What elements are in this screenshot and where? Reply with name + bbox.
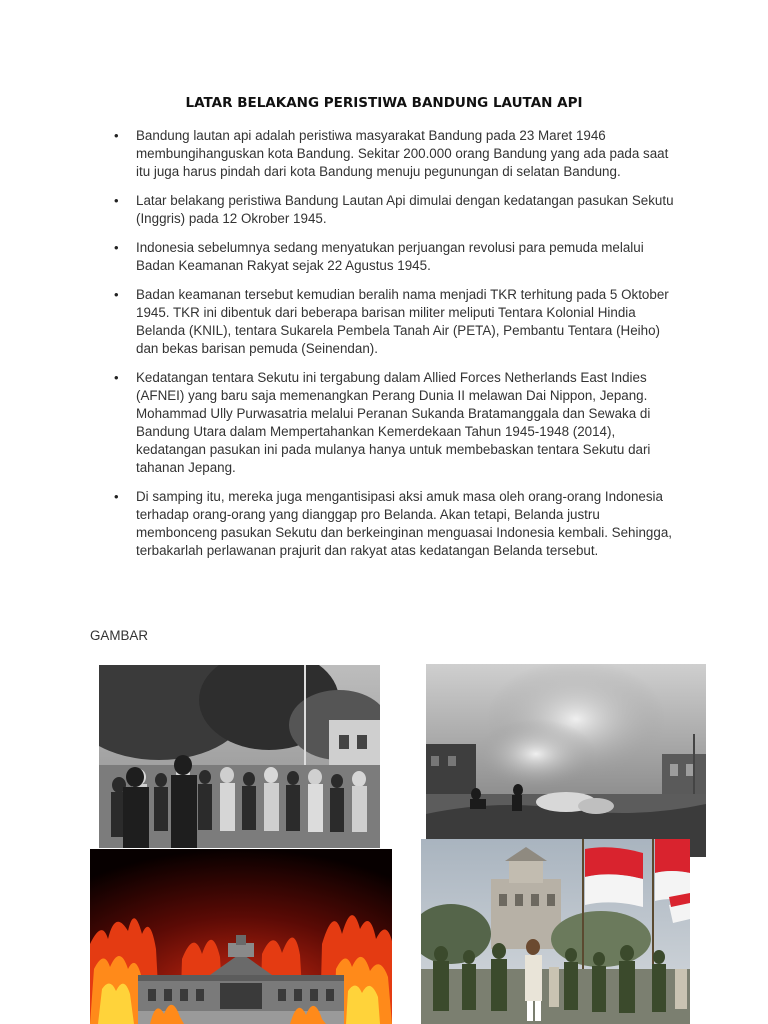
- bullet-list: [114, 127, 684, 571]
- list-item: [114, 369, 684, 477]
- bullet-icon: •: [114, 287, 119, 302]
- list-item: [114, 192, 684, 228]
- bullet-icon: •: [114, 489, 119, 504]
- paragraph-text: Bandung lautan api adalah peristiwa masyarakat Bandung pada 23 Maret 1946 membungihanguskan kota Bandung. Sekitar 200.000 orang Bandung yang ada pada saat itu juga harus pindah dari kota Bandung menuju pegunungan di selatan Bandung.: [136, 128, 669, 179]
- bullet-icon: •: [114, 193, 119, 208]
- illustration-building-on-fire: [90, 849, 392, 1024]
- list-item: [114, 127, 684, 181]
- bullet-icon: •: [114, 128, 119, 143]
- list-item: [114, 286, 684, 358]
- photo-street-battle-smoke-bw: [426, 664, 706, 857]
- paragraph-text: Kedatangan tentara Sekutu ini tergabung dalam Allied Forces Netherlands East Indies (AFNEI) yang baru saja memenangkan Perang Dunia II melawan Dai Nippon, Jepang. Mohammad Ully Purwasatria melalui Peranan Sukanda Bratamanggala dan Sewaka di Bandung Utara dalam Mempertahankan Kemerdekaan Tahun 1945-1948 (2014), kedatangan pasukan ini pada mulanya hanya untuk membebaskan tentara Sekutu dari tahanan Jepang.: [136, 370, 651, 475]
- photo-parade-with-flags: [421, 839, 690, 1024]
- photo-soldiers-marching-bw: [99, 665, 380, 848]
- list-item: [114, 239, 684, 275]
- paragraph-text: Latar belakang peristiwa Bandung Lautan Api dimulai dengan kedatangan pasukan Sekutu (Inggris) pada 12 Okrober 1945.: [136, 193, 674, 226]
- paragraph-text: Indonesia sebelumnya sedang menyatukan perjuangan revolusi para pemuda melalui Badan Keamanan Rakyat sejak 22 Agustus 1945.: [136, 240, 644, 273]
- paragraph-text: Badan keamanan tersebut kemudian beralih nama menjadi TKR terhitung pada 5 Oktober 1945. TKR ini dibentuk dari beberapa barisan militer meliputi Tentara Kolonial Hindia Belanda (KNIL), tentara Sukarela Pembela Tanah Air (PETA), Pembantu Tentara (Heiho) dan bekas barisan pemuda (Seinendan).: [136, 287, 669, 356]
- list-item: [114, 488, 684, 560]
- section-label: GAMBAR: [90, 628, 149, 643]
- bullet-icon: •: [114, 370, 119, 385]
- bullet-icon: •: [114, 240, 119, 255]
- page-title: LATAR BELAKANG PERISTIWA BANDUNG LAUTAN API: [185, 95, 583, 111]
- paragraph-text: Di samping itu, mereka juga mengantisipasi aksi amuk masa oleh orang-orang Indonesia terhadap orang-orang yang dianggap pro Belanda. Akan tetapi, Belanda justru membonceng pasukan Sekutu dan berkeinginan menguasai Indonesia kembali. Sehingga, terbakarlah perlawanan prajurit dan rakyat atas kedatangan Belanda tersebut.: [136, 489, 672, 558]
